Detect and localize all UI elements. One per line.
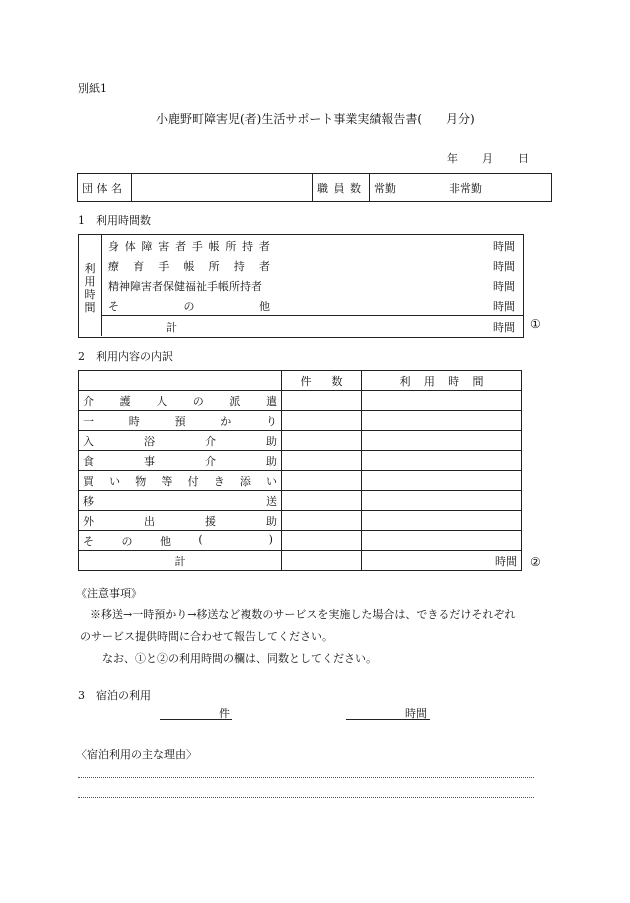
table-row xyxy=(79,531,522,551)
usage-row-physical: 身 体 障 害 者 手 帳 所 持 者 xyxy=(108,240,270,253)
staff-count-label-text: 職 員 数 xyxy=(317,181,361,195)
annex-label: 別紙1 xyxy=(78,82,107,95)
breakdown-time-cell[interactable] xyxy=(362,451,522,471)
notes-line3: なお、①と②の利用時間の欄は、同数としてください。 xyxy=(102,652,377,665)
breakdown-label-cell xyxy=(79,431,282,451)
breakdown-header-time xyxy=(362,371,522,391)
org-name-label xyxy=(78,174,132,202)
breakdown-count-cell[interactable] xyxy=(282,431,362,451)
date-day: 日 xyxy=(518,152,529,165)
breakdown-label: 入 浴 介 助 xyxy=(83,434,277,448)
usage-total-mark: ① xyxy=(530,317,541,331)
stay-reason-line-2[interactable] xyxy=(78,797,534,798)
fulltime-label: 常勤 xyxy=(374,181,396,195)
breakdown-label-cell xyxy=(79,411,282,431)
breakdown-label-cell xyxy=(79,491,282,511)
breakdown-header-blank xyxy=(79,371,282,391)
table-row xyxy=(79,411,522,431)
organization-table xyxy=(77,173,552,202)
breakdown-label-cell xyxy=(79,511,282,531)
usage-side-label: 利用時間 xyxy=(84,262,96,314)
usage-total-unit: 時間 xyxy=(493,321,515,334)
staff-count-field[interactable] xyxy=(370,174,552,202)
breakdown-header-count xyxy=(282,371,362,391)
breakdown-table xyxy=(78,370,522,571)
usage-total-label: 計 xyxy=(166,321,177,334)
breakdown-label-cell xyxy=(79,531,282,551)
breakdown-count-cell[interactable] xyxy=(282,491,362,511)
breakdown-count-cell[interactable] xyxy=(282,391,362,411)
breakdown-time-cell[interactable] xyxy=(362,411,522,431)
stay-reason-label: 〈宿泊利用の主な理由〉 xyxy=(76,748,197,761)
breakdown-count-cell[interactable] xyxy=(282,411,362,431)
stay-time-unit: 時間 xyxy=(405,707,427,720)
breakdown-label: 移 送 xyxy=(83,494,277,508)
table-row xyxy=(79,511,522,531)
breakdown-time-cell[interactable] xyxy=(362,431,522,451)
usage-row-mental-unit: 時間 xyxy=(493,280,515,293)
document-title: 小鹿野町障害児(者)生活サポート事業実績報告書( 月分) xyxy=(156,112,475,126)
breakdown-time-cell[interactable] xyxy=(362,511,522,531)
breakdown-label-cell xyxy=(79,471,282,491)
org-name-label-text: 団 体 名 xyxy=(82,181,122,195)
date-year: 年 xyxy=(447,152,458,165)
breakdown-total-mark: ② xyxy=(530,555,541,569)
usage-row-mental: 精神障害者保健福祉手帳所持者 xyxy=(108,280,262,293)
breakdown-label: 買 い 物 等 付 き 添 い xyxy=(83,474,277,488)
usage-hours-divider xyxy=(101,234,102,336)
breakdown-count-cell[interactable] xyxy=(282,511,362,531)
breakdown-total-unit: 時間 xyxy=(362,551,522,571)
org-name-field[interactable] xyxy=(132,174,313,202)
usage-row-rehab: 療 育 手 帳 所 持 者 xyxy=(108,260,270,273)
breakdown-count-cell[interactable] xyxy=(282,531,362,551)
section1-heading: 1 利用時間数 xyxy=(78,214,151,227)
table-row xyxy=(79,391,522,411)
breakdown-time-cell[interactable] xyxy=(362,471,522,491)
date-month: 月 xyxy=(482,152,493,165)
breakdown-time-cell[interactable] xyxy=(362,391,522,411)
breakdown-count-cell[interactable] xyxy=(282,471,362,491)
breakdown-label: 食 事 介 助 xyxy=(83,454,277,468)
table-row xyxy=(79,471,522,491)
notes-line2: のサービス提供時間に合わせて報告してください。 xyxy=(80,630,333,643)
table-row-total xyxy=(79,551,522,571)
breakdown-label: 介 護 人 の 派 遣 xyxy=(83,394,277,408)
breakdown-total-label: 計 xyxy=(79,551,282,571)
section3-heading: 3 宿泊の利用 xyxy=(78,689,151,702)
usage-row-physical-unit: 時間 xyxy=(493,240,515,253)
usage-row-rehab-unit: 時間 xyxy=(493,260,515,273)
stay-count-unit: 件 xyxy=(219,707,230,720)
usage-row-other: そ の 他 xyxy=(108,300,270,313)
breakdown-time-cell[interactable] xyxy=(362,491,522,511)
breakdown-total-count[interactable] xyxy=(282,551,362,571)
breakdown-time-cell[interactable] xyxy=(362,531,522,551)
notes-heading: 《注意事項》 xyxy=(76,587,142,600)
breakdown-header-time-text: 利 用 時 間 xyxy=(399,374,484,388)
breakdown-header-count-text: 件 数 xyxy=(300,374,343,388)
staff-count-label xyxy=(313,174,370,202)
breakdown-label: そ の 他 ( ) xyxy=(83,532,273,548)
usage-row-other-unit: 時間 xyxy=(493,300,515,313)
table-row xyxy=(79,491,522,511)
section2-heading: 2 利用内容の内訳 xyxy=(78,350,173,363)
breakdown-label: 一 時 預 か り xyxy=(83,414,277,428)
breakdown-count-cell[interactable] xyxy=(282,451,362,471)
table-row xyxy=(79,431,522,451)
stay-reason-line-1[interactable] xyxy=(78,777,534,778)
usage-hours-total-rule xyxy=(101,315,523,316)
breakdown-label: 外 出 援 助 xyxy=(83,514,277,528)
table-row xyxy=(79,451,522,471)
parttime-label: 非常勤 xyxy=(449,181,482,195)
notes-line1: ※移送→一時預かり→移送など複数のサービスを実施した場合は、できるだけそれぞれ xyxy=(90,608,516,621)
breakdown-label-cell xyxy=(79,391,282,411)
breakdown-label-cell xyxy=(79,451,282,471)
